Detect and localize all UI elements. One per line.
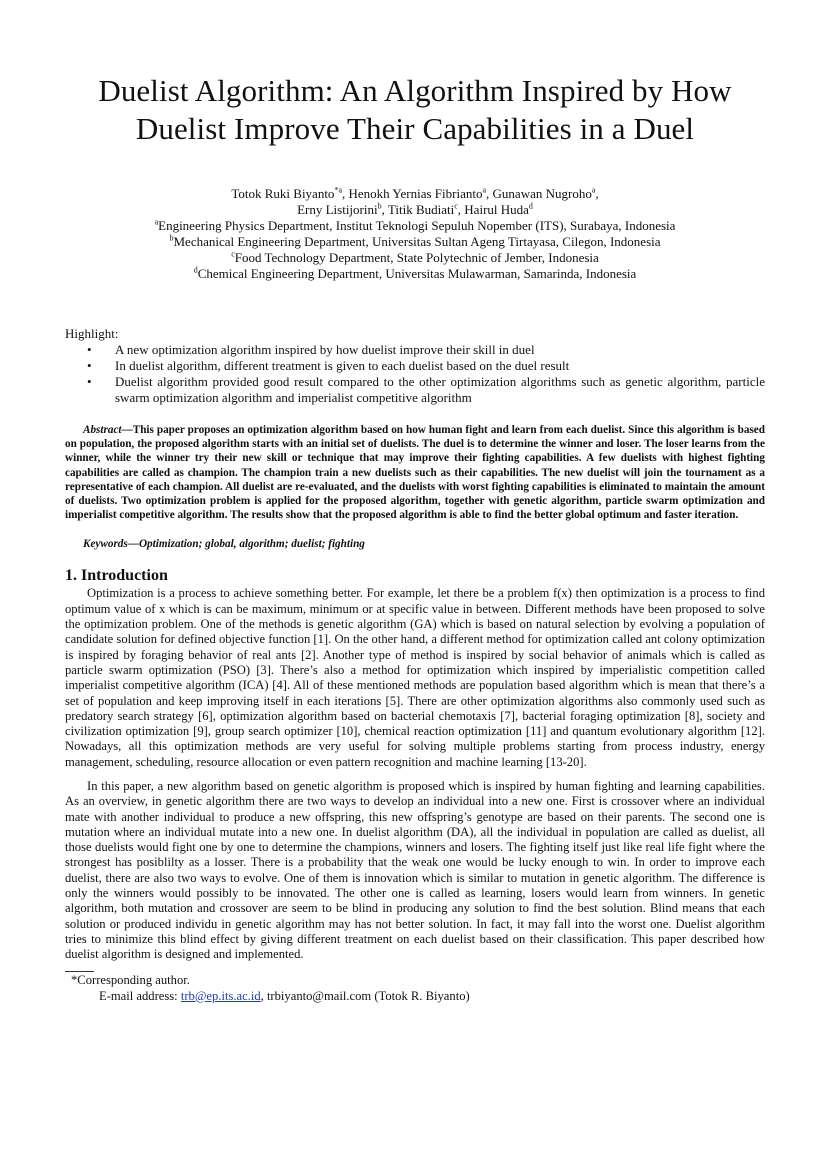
author-name: , Titik Budiati (381, 202, 455, 217)
title-line-1: Duelist Algorithm: An Algorithm Inspired by How (98, 73, 732, 108)
bullet-icon: • (87, 358, 92, 373)
author-line-2 (65, 202, 765, 218)
highlight-text: Duelist algorithm provided good result compared to the other optimization algorithms such as genetic algorithm, particle swarm optimization algorithm and imperialist competitive algorithm (115, 374, 765, 405)
highlights-section (65, 326, 765, 406)
body-paragraph: In this paper, a new algorithm based on genetic algorithm is proposed which is inspired by human fighting and learning capabilities. As an overview, in genetic algorithm there are two ways to develop an individual into a new one. First is crossover where an individual mate with another individual to produce a new offspring, this new offspring’s genotype are based on their parents. The second one is mutation where an individual mutate into a new one. In duelist algorithm (DA), all the individual in population are called as duelist, all those duelists would fight one by one to determine the champions, winners and losers. The fighting itself just like real life fight where the strongest has posiblilty as a losser. There is a probability that the weak one would be lucky enough to win. In order to improve each duelist, there are also two ways to evolve. One of them is innovation which is similar to mutation in genetic algorithm. The difference is only the winners would possibly to be innovated. The other one is called as learning, losers would learn from winners. In genetic algorithm, both mutation and crossover are seem to be blind in producing any solution to find the best solution. Blind means that each solution or produced individu in genetic algorithm may has not better solution. In fact, it may fall into the worst one. Duelist algorithm tries to minimize this blind effect by giving different treatment on each duelist based on their classification. This paper described how duelist algorithm is designed and implemented. (65, 778, 765, 962)
highlight-item (65, 342, 765, 358)
affiliation-text: Food Technology Department, State Polytechnic of Jember, Indonesia (234, 250, 599, 265)
footnote-email (65, 988, 765, 1004)
affiliation (65, 266, 765, 282)
affiliation-text: Chemical Engineering Department, Universitas Mulawarman, Samarinda, Indonesia (197, 266, 637, 281)
highlight-text: In duelist algorithm, different treatment is given to each duelist based on the duel result (115, 358, 570, 373)
author-sup: a (591, 185, 596, 195)
bullet-icon: • (87, 374, 92, 389)
author-sup: *a (334, 185, 342, 195)
email-label: E-mail address: (99, 988, 181, 1003)
title-line-2: Duelist Improve Their Capabilities in a Duel (135, 111, 695, 146)
email-link[interactable]: trb@ep.its.ac.id (180, 988, 261, 1003)
author-name: , Henokh Yernias Fibrianto (342, 186, 483, 201)
author-sup: c (454, 201, 458, 211)
affiliation-sup: d (193, 265, 198, 275)
affiliation (65, 218, 765, 234)
affiliation-list (65, 218, 765, 282)
affiliation-text: Mechanical Engineering Department, Universitas Sultan Ageng Tirtayasa, Cilegon, Indonesia (173, 234, 661, 249)
highlight-item (65, 374, 765, 406)
author-name: Totok Ruki Biyanto (231, 186, 335, 201)
affiliation (65, 234, 765, 250)
affiliation-sup: a (154, 217, 159, 227)
author-separator: , (595, 186, 599, 201)
affiliation-sup: b (169, 233, 174, 243)
affiliation-text: Engineering Physics Department, Institut Teknologi Sepuluh Nopember (ITS), Surabaya, Indonesia (158, 218, 676, 233)
author-name: , Gunawan Nugroho (486, 186, 592, 201)
author-sup: a (482, 185, 487, 195)
highlight-text: A new optimization algorithm inspired by how duelist improve their skill in duel (115, 342, 535, 357)
abstract-label: Abstract (83, 424, 122, 436)
paper-title (65, 72, 765, 148)
highlights-list (65, 342, 765, 406)
author-sup: b (377, 201, 382, 211)
affiliation (65, 250, 765, 266)
body-paragraph: Optimization is a process to achieve something better. For example, let there be a problem f(x) then optimization is a process to find optimum value of x which is can be maximum, minimum or at specific value in between. Different methods have been proposed to solve the optimization problem. One of the methods is genetic algorithm (GA) which is based on natural selection by evolving a population of candidate solution for defined objective function [1]. On the other hand, a different method for optimization called ant colony optimization is inspired by foraging behavior of real ants [2]. Another type of method is inspired by social behavior of animals which is called as particle swarm optimization (PSO) [3]. There’s also a method for optimization which inspired by imperialistic competition called imperialist competitive algorithm (ICA) [4]. All of these mentioned methods are population based algorithm which is mean that there’s a set of population and keep improving itself in each iterations [5]. There are other optimization algorithms also commonly used such as predatory search strategy [6], optimization algorithm based on bacterial chemotaxis [7], bacterial foraging optimization [8], society and civilization optimization [9], group search optimizer [10], chemical reaction optimization [11] and quantum evolutionary algorithm [12]. Nowadays, all this optimization methods are very useful for solving multiple problems starting from process industry, energy management, scheduling, resource allocation or even pattern recognition and machine learning [13-20]. (65, 586, 765, 769)
keywords: Keywords—Optimization; global, algorithm; duelist; fighting (83, 538, 365, 551)
author-sup: d (528, 201, 533, 211)
author-line-1 (65, 186, 765, 202)
footnote-corresponding: *Corresponding author. (71, 972, 190, 987)
section-heading-introduction: 1. Introduction (65, 567, 168, 585)
bullet-icon: • (87, 342, 92, 357)
highlights-label: Highlight: (65, 326, 119, 341)
abstract-text: —This paper proposes an optimization algorithm based on how human fight and learn from each duelist. Since this algorithm is based on population, the proposed algorithm starts with an initial set of duelists. The duel is to determine the winner and loser. The loser learns from the winner, while the winner try their new skill or technique that may improve their fighting capabilities. A few duelists with highest fighting capabilities are called as champion. The champion train a new duelists such as their capabilities. The new duelist will join the tournament as a representative of each champion. All duelist are re-evaluated, and the duelists with worst fighting capabilities is eliminated to maintain the amount of duelists. Two optimization problem is applied for the proposed algorithm, together with genetic algorithm, particle swarm optimization and imperialist competitive algorithm. The results show that the proposed algorithm is able to find the better global optimum and faster iteration. (65, 424, 765, 522)
paper-page (65, 0, 765, 1004)
author-list (65, 186, 765, 218)
author-name: Erny Listijorini (297, 202, 378, 217)
abstract (65, 423, 765, 522)
affiliation-sup: c (231, 249, 235, 259)
highlight-item (65, 358, 765, 374)
author-name: , Hairul Huda (457, 202, 529, 217)
email-rest: , trbiyanto@mail.com (Totok R. Biyanto) (260, 988, 470, 1003)
